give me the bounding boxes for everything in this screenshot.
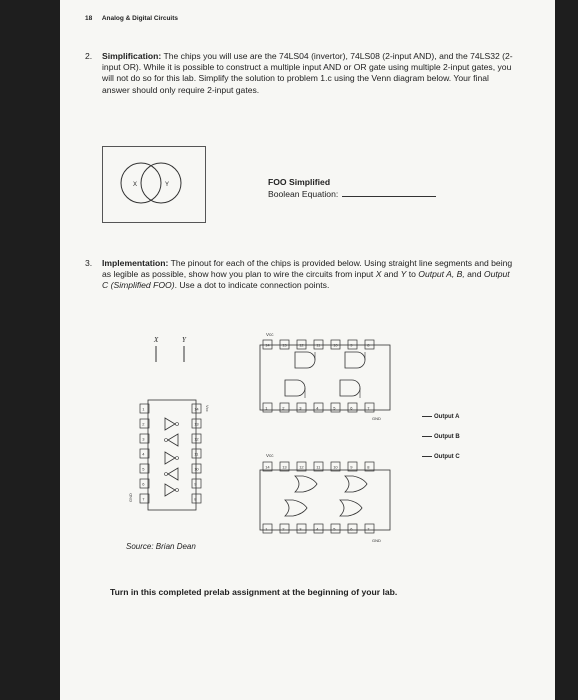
- pin-number: 11: [316, 464, 321, 470]
- input-y-label: Y: [182, 336, 186, 344]
- section-3-text-4: Y: [400, 269, 407, 280]
- chip2-gnd-label: GND: [372, 538, 381, 543]
- inverter-gate-1: [165, 418, 175, 430]
- pin-number: 2: [282, 405, 285, 411]
- pin-number: 8: [367, 464, 370, 470]
- pin-number: 1: [265, 405, 268, 411]
- pin-number: 9: [194, 481, 197, 487]
- chip-or-bottom: [260, 453, 390, 543]
- section-3-title: Implementation:: [102, 258, 169, 268]
- pin-number: 5: [333, 526, 336, 532]
- inverter-gate-2: [168, 434, 178, 446]
- pin-number: 11: [194, 451, 199, 457]
- venn-label-y: Y: [165, 182, 170, 188]
- output-a: Output A: [422, 412, 460, 432]
- pin-number: 8: [194, 496, 197, 502]
- pin-number: 5: [142, 466, 145, 472]
- pin-number: 8: [367, 342, 370, 348]
- inverter-gate-5: [165, 484, 175, 496]
- pin-number: 9: [350, 464, 353, 470]
- chip1-gate-4: [340, 380, 360, 396]
- pin-number: 7: [367, 405, 370, 411]
- pin-number: 10: [194, 466, 199, 472]
- section-2-text: The chips you will use are the 74LS04 (invertor), 74LS08 (2-input AND), and the 74LS32 (2-input OR). While it is possible to construct a multiple input AND or OR gate using multiple 2-input gates, you will not do so for this lab. Simplify the solution to problem 1.c using the Venn diagram below. Your final answer should only require 2-input gates.: [102, 51, 513, 95]
- pin-number: 14: [194, 406, 199, 412]
- source-credit: Source: Brian Dean: [126, 542, 196, 551]
- chip2-gate-4: [340, 500, 362, 516]
- pin-number: 9: [350, 342, 353, 348]
- pin-number: 10: [333, 464, 338, 470]
- pin-number: 13: [194, 421, 199, 427]
- pin-number: 6: [142, 481, 145, 487]
- foo-title: FOO Simplified: [268, 177, 331, 187]
- pin-number: 11: [316, 342, 321, 348]
- page-number: 18: [85, 15, 93, 22]
- pin-number: 1: [265, 526, 268, 532]
- section-3-text-3: and: [381, 269, 401, 280]
- section-3-text-9: . Use a dot to indicate connection points.: [174, 280, 330, 291]
- section-3-text-2: X: [375, 269, 382, 280]
- pin-number: 7: [367, 526, 370, 532]
- pin-number: 7: [142, 496, 145, 502]
- chip2-vcc-label: Vcc: [266, 453, 274, 458]
- pin-number: 6: [350, 526, 353, 532]
- boolean-equation-label: Boolean Equation:: [268, 189, 339, 199]
- output-b: Output B: [422, 432, 460, 452]
- pin-number: 3: [299, 405, 302, 411]
- chip2-gate-1: [295, 476, 317, 492]
- pin-number: 4: [316, 405, 319, 411]
- pin-number: 3: [142, 436, 145, 442]
- pin-number: 4: [316, 526, 319, 532]
- section-3-text-6: Output A, B,: [418, 269, 465, 280]
- footer-instruction: Turn in this completed prelab assignment at the beginning of your lab.: [110, 587, 398, 597]
- pin-number: 2: [142, 421, 145, 427]
- inverter-gate-3: [165, 452, 175, 464]
- pin-number: 12: [299, 342, 304, 348]
- pin-number: 4: [142, 451, 145, 457]
- chip3-vcc-label: Vcc: [205, 405, 210, 412]
- chip-inverter-left: [128, 400, 210, 510]
- section-3-text-1: The pinout for each of the chips is provided below. Using straight line segments and being as legible as possible, show how you plan to wire the circuits from input: [102, 258, 513, 280]
- section-3-text-7: and: [464, 269, 484, 280]
- chip-and-top: [260, 332, 390, 421]
- pin-number: 12: [299, 464, 304, 470]
- output-c: Output C: [422, 452, 460, 472]
- section-3-text-8: Output C (Simplified FOO): [102, 269, 510, 291]
- pin-number: 6: [350, 405, 353, 411]
- pin-number: 12: [194, 436, 199, 442]
- chip1-vcc-label: Vcc: [266, 332, 274, 337]
- output-labels: [422, 412, 460, 472]
- pin-number: 13: [282, 464, 287, 470]
- document-page: [60, 0, 555, 700]
- pin-number: 14: [265, 342, 270, 348]
- pin-number: 1: [142, 406, 145, 412]
- section-2-number: 2.: [85, 51, 93, 61]
- chip1-gate-3: [285, 380, 305, 396]
- pin-number: 13: [282, 342, 287, 348]
- chip1-gate-2: [345, 352, 365, 368]
- section-3-text-5: to: [406, 269, 419, 280]
- pin-number: 10: [333, 342, 338, 348]
- book-title: Analog & Digital Circuits: [101, 15, 179, 22]
- chip1-gnd-label: GND: [372, 416, 381, 421]
- chip2-gate-3: [285, 500, 307, 516]
- pin-number: 3: [299, 526, 302, 532]
- pin-number: 5: [333, 405, 336, 411]
- section-2-title: Simplification:: [102, 51, 162, 61]
- section-3-number: 3.: [85, 258, 93, 268]
- pin-number: 14: [265, 464, 270, 470]
- chip2-gate-2: [345, 476, 367, 492]
- chip1-gate-1: [295, 352, 315, 368]
- pin-number: 2: [282, 526, 285, 532]
- venn-label-x: X: [133, 182, 138, 188]
- inverter-gate-4: [168, 468, 178, 480]
- input-x-label: X: [154, 336, 159, 344]
- chip3-gnd-label: GND: [128, 493, 133, 502]
